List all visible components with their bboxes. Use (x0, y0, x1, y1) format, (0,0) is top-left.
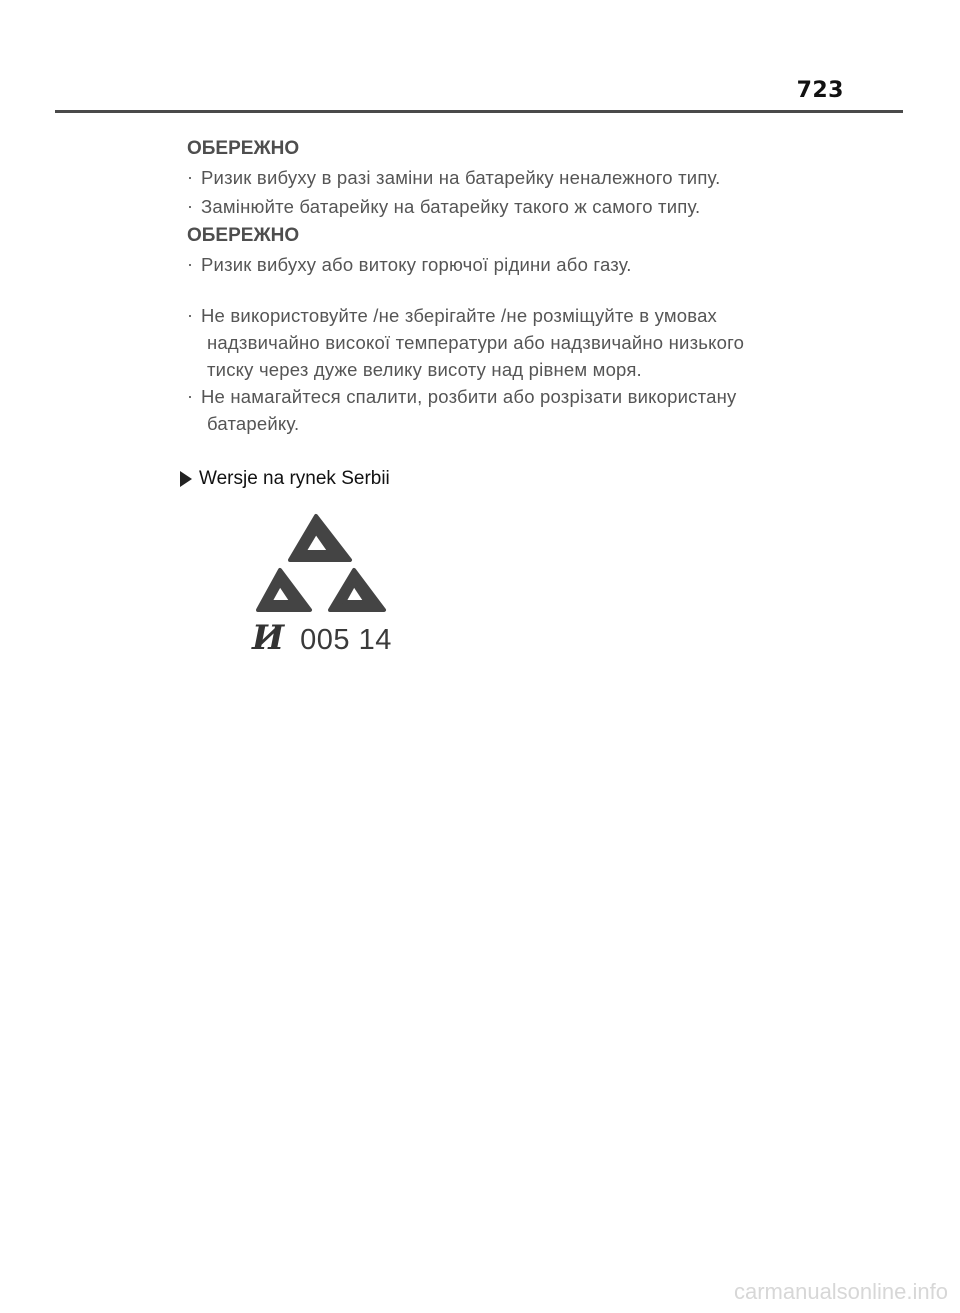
warning-text-continued: тиску через дуже велику висоту над рівнем моря. (207, 359, 642, 380)
bullet-dot: · (187, 196, 194, 216)
bullet-dot: · (187, 254, 194, 274)
warning-item (187, 164, 827, 193)
certification-letter: И (252, 618, 285, 658)
certification-number: 005 14 (300, 624, 392, 656)
bullet-dot: · (187, 305, 194, 325)
section-label: Wersje na rynek Serbii (199, 468, 390, 489)
warning-text-continued: надзвичайно високої температури або надзвичайно низького (207, 332, 745, 353)
warning-item (187, 193, 827, 221)
warning-item (187, 251, 827, 278)
warning-text: Замінюйте батарейку на батарейку такого ж самого типу. (201, 196, 701, 217)
header-rule (55, 110, 903, 113)
triangle-arrow-icon (180, 471, 192, 487)
section-heading (180, 468, 390, 490)
warning-text: Не намагайтеся спалити, розбити або розрізати використану (201, 386, 737, 407)
warning-heading: ОБЕРЕЖНО (187, 225, 300, 246)
warning-heading: ОБЕРЕЖНО (187, 138, 300, 159)
warning-text: Ризик вибуху в разі заміни на батарейку неналежного типу. (201, 167, 721, 188)
warning-text-continued: батарейку. (207, 413, 300, 434)
watermark: carmanualsonline.info (733, 1279, 948, 1304)
spacer (187, 278, 827, 302)
warning-text: Не використовуйте /не зберігайте /не розміщуйте в умовах (201, 305, 718, 326)
page-number: 723 (796, 78, 844, 103)
certification-code (252, 618, 392, 658)
bullet-dot: · (187, 167, 194, 187)
warning-text: Ризик вибуху або витоку горючої рідини або газу. (201, 254, 632, 275)
bullet-dot: · (187, 386, 194, 406)
warning-item (187, 302, 827, 383)
warning-block (187, 134, 827, 437)
warning-item (187, 383, 827, 437)
